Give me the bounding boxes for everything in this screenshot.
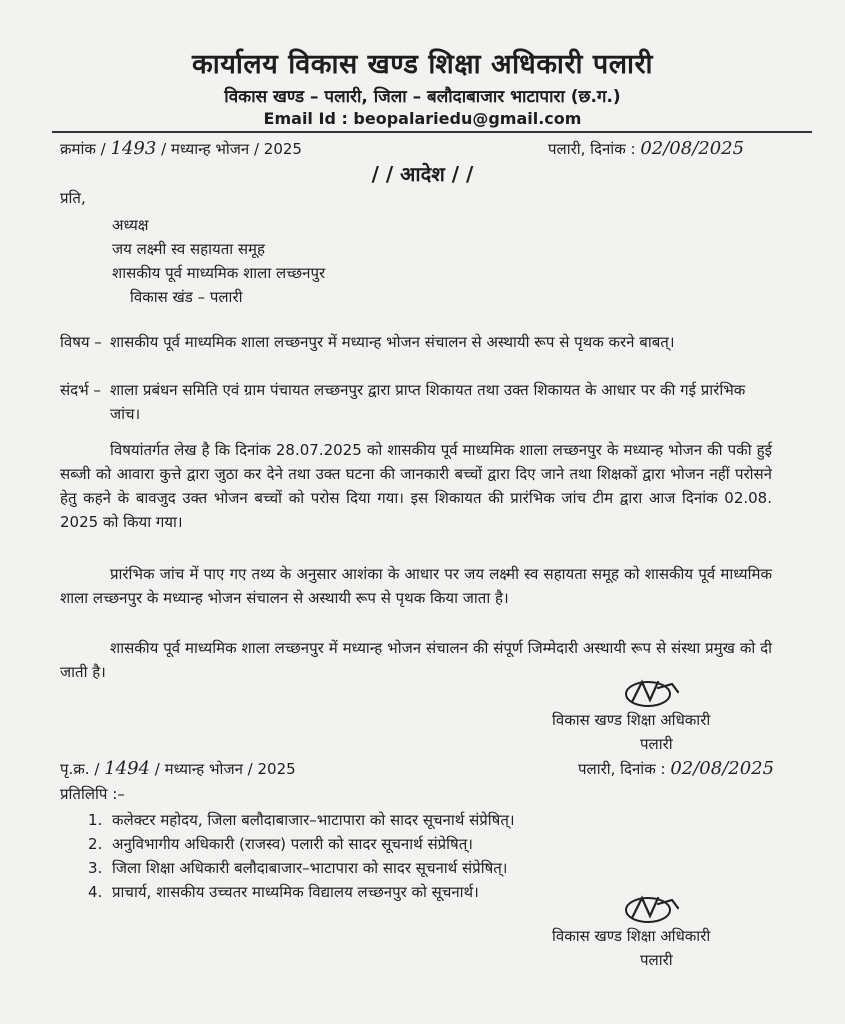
copy-ref-prefix: पृ.क्र. /	[60, 760, 100, 778]
subject	[60, 330, 772, 354]
copy-item-number: 1.	[88, 811, 103, 829]
to-label: प्रति,	[60, 189, 86, 207]
signature-place: पलारी	[640, 735, 673, 753]
copy-ref-suffix: / मध्यान्ह भोजन / 2025	[154, 760, 296, 778]
copy-item-number: 2.	[88, 835, 103, 853]
recipient-line: शासकीय पूर्व माध्यमिक शाला लच्छनपुर	[112, 264, 326, 282]
copy-item-number: 3.	[88, 859, 103, 877]
ref-prefix: क्रमांक /	[60, 140, 106, 158]
ref-suffix: / मध्यान्ह भोजन / 2025	[161, 140, 302, 158]
copy-ref-date-handwritten: 02/08/2025	[670, 758, 775, 779]
ref-number-handwritten: 1493	[110, 138, 157, 159]
recipient-line: विकास खंड – पलारी	[130, 288, 243, 306]
recipient-line: अध्यक्ष	[112, 216, 149, 234]
office-email: Email Id : beopalariedu@gmail.com	[263, 109, 582, 128]
copy-item-text: प्राचार्य, शासकीय उच्चतर माध्यमिक विद्यालय लच्छनपुर को सूचनार्थ।	[112, 883, 479, 901]
order-heading: / / आदेश / /	[371, 162, 474, 186]
signature-place: पलारी	[640, 951, 673, 969]
recipient-line: जय लक्ष्मी स्व सहायता समूह	[112, 240, 265, 258]
office-title: कार्यालय विकास खण्ड शिक्षा अधिकारी पलारी	[191, 49, 654, 80]
subject-text: शासकीय पूर्व माध्यमिक शाला लच्छनपुर में मध्यान्ह भोजन संचालन से अस्थायी रूप से पृथक करने बाबत्।	[110, 333, 675, 351]
signature-designation: विकास खण्ड शिक्षा अधिकारी	[552, 927, 711, 945]
office-address: विकास खण्ड – पलारी, जिला – बलौदाबाजार भाटापारा (छ.ग.)	[224, 87, 621, 107]
copy-item-text: जिला शिक्षा अधिकारी बलौदाबाजार–भाटापारा को सादर सूचनार्थ संप्रेषित्।	[112, 859, 508, 877]
reference-date	[548, 138, 744, 159]
reference-number	[60, 138, 302, 159]
copy-reference-date	[578, 758, 774, 779]
copy-list-item	[88, 810, 515, 830]
copy-ref-number-handwritten: 1494	[104, 758, 150, 779]
copy-list-item	[88, 834, 473, 854]
ref-date-handwritten: 02/08/2025	[640, 138, 745, 159]
copy-list-item	[88, 882, 479, 902]
copy-item-text: कलेक्टर महोदय, जिला बलौदाबाजार–भाटापारा को सादर सूचनार्थ संप्रेषित्।	[112, 811, 515, 829]
body-paragraph: विषयांतर्गत लेख है कि दिनांक 28.07.2025 को शासकीय पूर्व माध्यमिक शाला लच्छनपुर के मध्यान्ह भोजन की पकी हुई सब्जी को आवारा कुत्ते द्वारा जुठा कर देने तथा उक्त घटना की जानकारी बच्चों द्वारा दिए जाने तथा शिक्षकों द्वारा भोजन नहीं परोसने हेतु कहने के बावजुद उक्त भोजन बच्चों को परोस दिया गया। इस शिकायत की प्रारंभिक जांच टीम द्वारा आज दिनांक 02.08. 2025 को किया गया।	[60, 441, 772, 531]
body-paragraph: प्रारंभिक जांच में पाए गए तथ्य के अनुसार आशंका के आधार पर जय लक्ष्मी स्व सहायता समूह को शासकीय पूर्व माध्यमिक शाला लच्छनपुर के मध्यान्ह भोजन संचालन से अस्थायी रूप से पृथक किया जाता है।	[60, 565, 772, 607]
ref-date-label: पलारी, दिनांक :	[548, 140, 636, 158]
copy-list-item	[88, 858, 508, 878]
reference-text: शाला प्रबंधन समिति एवं ग्राम पंचायत लच्छनपुर द्वारा प्राप्त शिकायत तथा उक्त शिकायत के आधार पर की गई प्रारंभिक जांच।	[110, 381, 746, 423]
copy-list-label: प्रतिलिपि :–	[60, 785, 125, 803]
header-divider	[52, 131, 812, 133]
copy-item-text: अनुविभागीय अधिकारी (राजस्व) पलारी को सादर सूचनार्थ संप्रेषित्।	[112, 835, 473, 853]
body-paragraph: शासकीय पूर्व माध्यमिक शाला लच्छनपुर में मध्यान्ह भोजन संचालन की संपूर्ण जिम्मेदारी अस्थायी रूप से संस्था प्रमुख को दी जाती है।	[60, 639, 772, 681]
copy-reference-number	[60, 758, 296, 779]
copy-item-number: 4.	[88, 883, 103, 901]
subject-label: विषय –	[60, 333, 102, 351]
signature-designation: विकास खण्ड शिक्षा अधिकारी	[552, 711, 711, 729]
signature-scribble	[618, 888, 688, 928]
reference	[60, 378, 772, 426]
copy-ref-date-label: पलारी, दिनांक :	[578, 760, 666, 778]
signature-scribble	[618, 672, 688, 712]
reference-label: संदर्भ –	[60, 381, 101, 399]
